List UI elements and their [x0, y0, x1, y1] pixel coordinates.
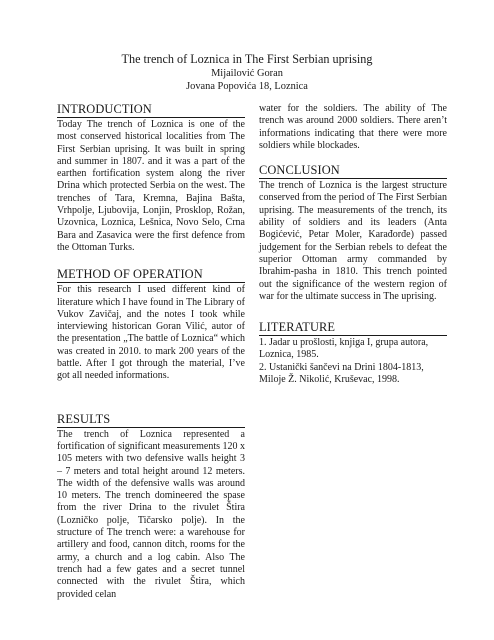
conclusion-text: The trench of Loznica is the largest structure conserved from the period of The First Serbian uprising. The measurements of the trench, its ability of soldiers and its leaders (Anta Bogićević, Petar Moler, Karađorđe) passed judgement for the Serbian rebels to defeat the superior Ottoman army commanded by Ibrahim-pasha in 1810. This trench pointed out the significance of the western region of war for the ultimate success in The uprising.	[259, 180, 447, 302]
conclusion-heading: CONCLUSION	[259, 164, 447, 179]
author-name: Mijailović Goran	[211, 68, 283, 79]
method-section	[57, 268, 245, 382]
conclusion-section	[259, 164, 447, 303]
introduction-heading: INTRODUCTION	[57, 103, 245, 118]
author-address: Jovana Popovića 18, Loznica	[186, 81, 308, 92]
reference-item: 2. Ustanički šančevi na Drini 1804-1813, Miloje Ž. Nikolić, Kruševac, 1998.	[259, 361, 424, 386]
literature-heading: LITERATURE	[259, 321, 447, 336]
introduction-text: Today The trench of Loznica is one of the most conserved historical localities from The First Serbian uprising. It was built in spring and summer in 1807. and it was a part of the earthen fortification system along the river Drina which protected Serbia on the west. The trenches of Tara, Kremna, Bajina Bašta, Vrhpolje, Ljubovija, Lonjin, Prosklop, Rožan, Uzovnica, Loznica, Lešnica, Novo Selo, Crna Bara and Zasavica were the first defence from the Ottoman Turks.	[57, 119, 245, 253]
introduction-section	[57, 103, 245, 254]
results-text: The trench of Loznica represented a fortification of significant measurements 120 x 105 meters with two defensive walls height 3 – 7 meters and total height around 12 meters. The width of the defensive walls was around 10 meters. The trench domineered the spase from the river Drina to the rivulet Štira (Lozničko polje, Tičarsko polje). In the structure of The trench were: a warehouse for artillery and food, cannon ditch, rooms for the army, a church and a log cabin. Also The trench had a few gates and a secret tunnel connected with the rivulet Štira, which provided celan	[57, 428, 246, 600]
results-heading: RESULTS	[57, 413, 245, 428]
paper-header	[0, 52, 494, 93]
right-column	[259, 103, 447, 394]
results-section	[57, 413, 245, 601]
results-continued-text: water for the soldiers. The ability of The trench was around 2000 soldiers. There aren’t informations indicating that there were more soldiers while blockades.	[259, 103, 447, 151]
method-text: For this research I used different kind of literature which I have found in The Library of Vukov Zavičaj, and the notes I took while interviewing historican Goran Vilić, autor of the presentation „The battle of Loznica“ which was created in 2010. to mark 200 years of the battle. After I got through the material, I’ve got all needed informations.	[57, 284, 245, 382]
reference-item: 1. Jadar u prošlosti, knjiga I, grupa autora, Loznica, 1985.	[259, 337, 429, 361]
literature-section	[259, 321, 447, 386]
left-column	[57, 103, 245, 609]
results-continued-section	[259, 103, 447, 152]
paper-title: The trench of Loznica in The First Serbian uprising	[121, 52, 373, 66]
method-heading: METHOD OF OPERATION	[57, 268, 245, 283]
